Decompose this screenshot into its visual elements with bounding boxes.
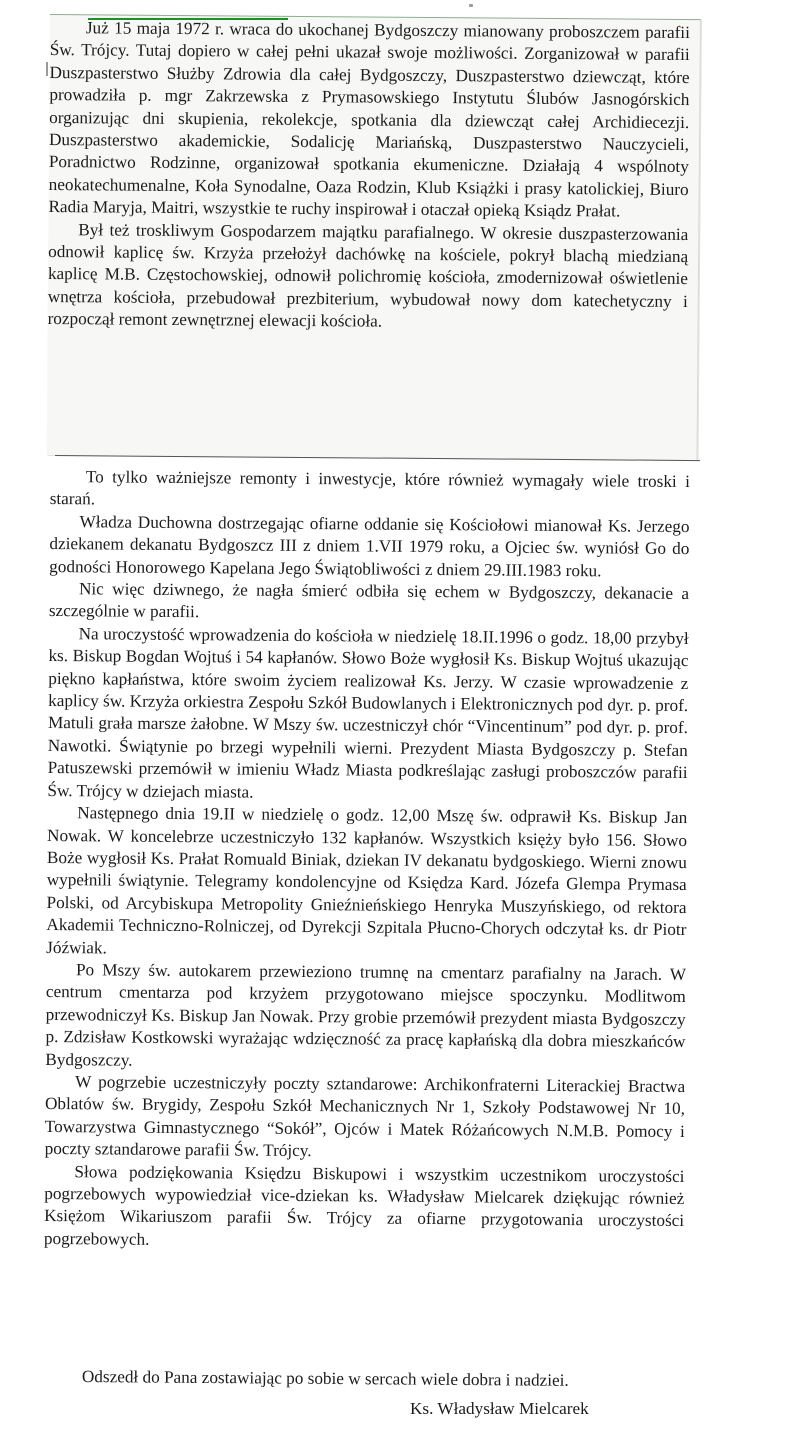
body-paragraph: Po Mszy św. autokarem przewieziono trumnę na cmentarz parafialny na Jarach. W centrum cmentarza pod krzyżem przygotowano miejsce spoczynku. Modlitwom przewodniczył Ks. Biskup Jan Nowak. Przy grobie przemówił prezydent miasta Bydgoszczy p. Zdzisław Kostkowski wyrażając wdzięczność za pracę kapłańską dla dobra mieszkańców Bydgoszczy. [45, 960, 687, 1070]
body-paragraph: W pogrzebie uczestniczyły poczty sztandarowe: Archikonfraterni Literackiej Bractwa Oblatów św. Brygidy, Zespołu Szkół Mechanicznych Nr 1, Szkoły Podstawowej Nr 10, Towarzystwa Gimnastycznego “Sokół”, Ojców i Matek Różańcowych N.M.B. Pomocy i poczty sztandarowe parafii Św. Trójcy. [44, 1072, 686, 1161]
body-paragraph: Słowa podziękowania Księdzu Biskupowi i wszystkim uczestnikom uroczystości pogrzebowych wypowiedział vice-dziekan ks. Władysław Mielcarek dziękując również Księżom Wikariuszom parafii Św. Trójcy za ofiarne przygotowania uroczystości pogrzebowych. [43, 1161, 685, 1249]
body-paragraph: Władza Duchowna dostrzegając ofiarne oddanie się Kościołowi mianował Ks. Jerzego dziekanem dekanatu Bydgoszcz III z dniem 1.VII 1979 roku, a Ojciec św. wyniósł Go do godności Honorowego Kapelana Jego Świątobliwości z dniem 29.III.1983 roku. [49, 512, 690, 580]
scan-mark [46, 62, 48, 76]
closing-line: Odszedł do Pana zostawiając po sobie w sercach wiele dobra i nadziei. [81, 1367, 569, 1390]
body-text [44, 466, 690, 1255]
body-paragraph: Nic więc dziwnego, że nagła śmierć odbiła się echem w Bydgoszczy, dekanacie a szczególnie w parafii. [48, 579, 690, 622]
signature: Ks. Władysław Mielcarek [410, 1399, 589, 1418]
body-paragraph: To tylko ważniejsze remonty i inwestycje, które również wymagały wiele troski i starań. [49, 467, 690, 509]
scan-speck [469, 4, 473, 7]
clipping-paragraph: Już 15 maja 1972 r. wraca do ukochanej Bydgoszczy mianowany proboszczem parafii Św. Trójcy. Tutaj dopiero w całej pełni ukazał swoje możliwości. Zorganizował w parafii Duszpasterstwo Służby Zdrowia dla całej Bydgoszczy, Duszpasterstwo dziewcząt, które prowadziła p. mgr Zakrzewska z Prymasowskiego Instytutu Ślubów Jasnogórskich organizując dni skupienia, rekolekcje, spotkania dla dziewcząt całej Archidiecezji. Duszpasterstwo akademickie, Sodalicję Mariańską, Duszpasterstwo Nauczycieli, Poradnictwo Rodzinne, organizował spotkania ekumeniczne. Działają 4 wspólnoty neokatechumenalne, Koła Synodalne, Oaza Rodzin, Klub Książki i prasy katolickiej, Biuro Radia Maryja, Maitri, wszystkie te ruchy inspirował i otaczał opieką Ksiądz Prałat. [48, 18, 690, 221]
clipping-text [48, 17, 690, 336]
body-paragraph: Następnego dnia 19.II w niedzielę o godz. 12,00 Mszę św. odprawił Ks. Biskup Jan Nowak. W koncelebrze uczestniczyło 132 kapłanów. Wszystkich księży było 156. Słowo Boże wygłosił Ks. Prałat Romuald Biniak, dziekan IV dekanatu bydgoskiego. Wierni znowu wypełnili świątynie. Telegramy kondolencyjne od Księdza Kard. Józefa Glempa Prymasa Polski, od Arcybiskupa Metropolity Gnieźnieńskiego Henryka Muszyńskiego, od rektora Akademii Techniczno-Rolniczej, od Dyrekcji Szpitala Płucno-Chorych odczytał ks. dr Piotr Jóźwiak. [46, 803, 688, 957]
body-paragraph: Na uroczystość wprowadzenia do kościoła w niedzielę 18.II.1996 o godz. 18,00 przybył ks. Biskup Bogdan Wojtuś i 54 kapłanów. Słowo Boże wygłosił Ks. Biskup Wojtuś ukazując piękno kapłaństwa, które swoim życiem realizował Ks. Jerzy. W czasie wprowadzenie z kaplicy św. Krzyża orkiestra Zespołu Szkół Budowlanych i Elektronicznych pod dyr. p. prof. Matuli grała marsze żałobne. W Mszy św. uczestniczył chór “Vincentinum” pod dyr. p. prof. Nawotki. Świątynie po brzegi wypełnili wierni. Prezydent Miasta Bydgoszczy p. Stefan Patuszewski przemówił w imieniu Władz Miasta podkreślając zasługi proboszczów parafii Św. Trójcy w dziejach miasta. [47, 624, 689, 802]
clipping-paragraph: Był też troskliwym Gospodarzem majątku parafialnego. W okresie duszpasterzowania odnowił kaplicę św. Krzyża przełożył dachówkę na kościele, pokrył blachą miedzianą kaplicę M.B. Częstochowskiej, odnowił polichromię kościoła, zmodernizował oświetlenie wnętrza kościoła, przebudował prezbiterium, wybudował nowy dom katechetyczny i rozpoczął remont zewnętrznej elewacji kościoła. [47, 219, 689, 331]
